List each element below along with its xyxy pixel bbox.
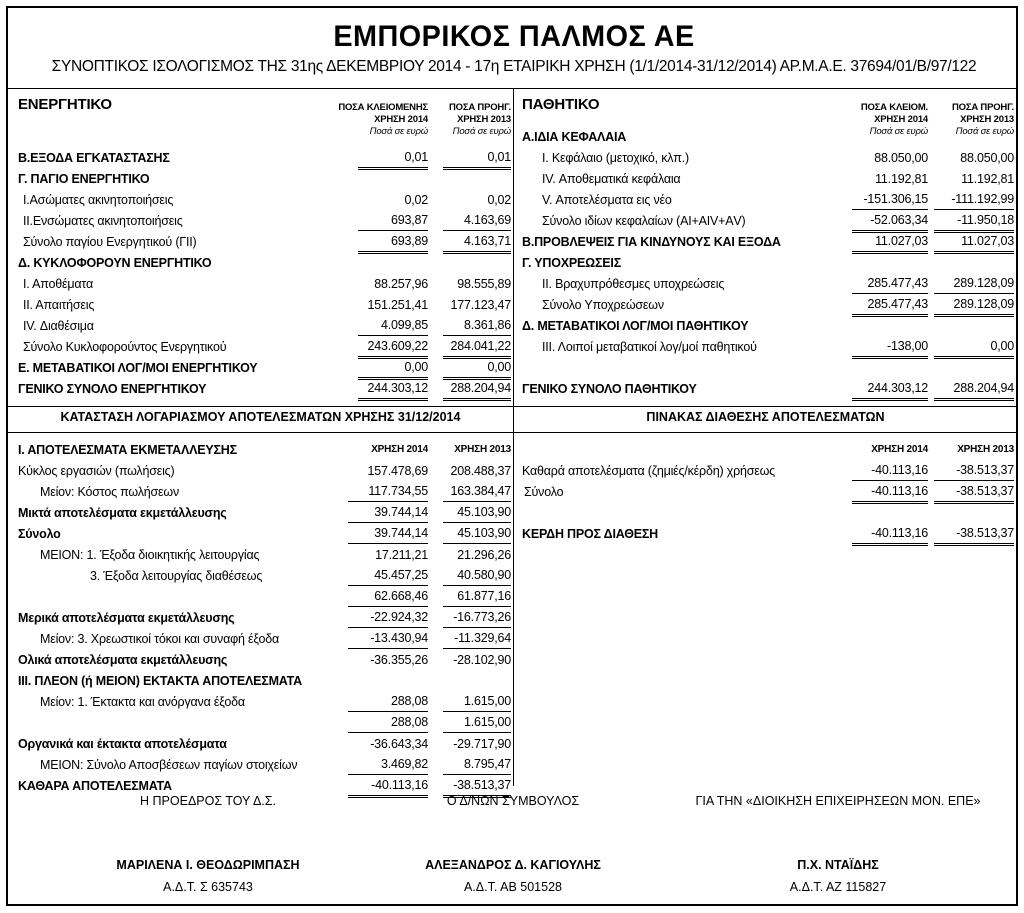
income-section: [18, 436, 511, 796]
income-row: [18, 566, 511, 587]
liabilities-heading: ΠΑΘΗΤΙΚΟ: [522, 96, 600, 113]
income-row-value-2014: -36.355,26: [370, 653, 428, 667]
liabilities-row-label: Ι. Κεφάλαιο (μετοχικό, κλπ.): [542, 151, 689, 165]
distribution-row-label: Σύνολο: [524, 485, 564, 499]
income-row: [18, 524, 511, 545]
liabilities-row-label: Σύνολο ιδίων κεφαλαίων (ΑΙ+ΑΙV+ΑV): [542, 214, 746, 228]
liabilities-row: [522, 253, 1012, 274]
liabilities-row: [522, 337, 1012, 358]
assets-row: [18, 190, 511, 211]
distribution-row-value-2013: -38.513,37: [934, 524, 1014, 546]
income-row-label: Οργανικά και έκτακτα αποτελέσματα: [18, 737, 227, 751]
assets-row: [18, 148, 511, 169]
assets-row-value-2014: 243.609,22: [358, 337, 428, 359]
income-row-value-2014: 288,08: [348, 713, 428, 733]
liabilities-section: [522, 92, 1012, 404]
assets-row-value-2014: 693,89: [358, 232, 428, 254]
assets-row-value-2013: 0,02: [487, 193, 511, 207]
income-row-value-2014: 17.211,21: [375, 548, 428, 562]
income-row-value-2014: 3.469,82: [348, 755, 428, 775]
income-row-value-2014: 117.734,55: [348, 482, 428, 502]
company-title: ΕΜΠΟΡΙΚΟΣ ΠΑΛΜΟΣ ΑΕ: [333, 20, 695, 53]
income-row-value-2013: -29.717,90: [453, 737, 511, 751]
distribution-heading: ΠΙΝΑΚΑΣ ΔΙΑΘΕΣΗΣ ΑΠΟΤΕΛΕΣΜΑΤΩΝ: [646, 410, 885, 424]
distribution-row: [522, 461, 1012, 482]
income-row-value-2013: -16.773,26: [443, 608, 511, 628]
income-row-value-2013: 1.615,00: [443, 692, 511, 712]
signature-id-3: Α.Δ.Τ. ΑΖ 115827: [789, 880, 887, 894]
liabilities-row: [522, 295, 1012, 316]
income-row: [18, 671, 508, 692]
assets-row-value-2013: 284.041,22: [443, 337, 511, 359]
liabilities-row-label: Β.ΠΡΟΒΛΕΨΕΙΣ ΓΙΑ ΚΙΝΔΥΝΟΥΣ ΚΑΙ ΕΞΟΔΑ: [522, 235, 781, 249]
income-row: [18, 461, 511, 482]
liabilities-row-value-2013: -11.950,18: [934, 211, 1014, 233]
liabilities-row: [522, 169, 1012, 190]
liabilities-row-value-2014: 88.050,00: [874, 151, 928, 165]
assets-row: [18, 232, 511, 253]
income-row-label: Ολικά αποτελέσματα εκμετάλλευσης: [18, 653, 228, 667]
liabilities-row: [522, 127, 1012, 148]
distribution-col-2013-header: ΧΡΗΣΗ 2013: [957, 444, 1014, 455]
liabilities-row-value-2014: -151.306,15: [852, 190, 928, 210]
assets-col-2013-header: ΠΟΣΑ ΠΡΟΗΓ. ΧΡΗΣΗ 2013 Ποσά σε ευρώ: [448, 102, 511, 137]
liabilities-row-value-2013: 0,00: [934, 337, 1014, 359]
income-row: [18, 587, 511, 608]
income-row-label: Κύκλος εργασιών (πωλήσεις): [18, 464, 175, 478]
income-heading: ΚΑΤΑΣΤΑΣΗ ΛΟΓΑΡΙΑΣΜΟΥ ΑΠΟΤΕΛΕΣΜΑΤΩΝ ΧΡΗΣΗΣ 31/12/2014: [60, 410, 461, 424]
distribution-section: [522, 436, 1012, 556]
liabilities-row-label: ΙΙ. Βραχυπρόθεσμες υποχρεώσεις: [542, 277, 725, 291]
liabilities-row-value-2014: 244.303,12: [852, 379, 928, 401]
document-subtitle: ΣΥΝΟΠΤΙΚΟΣ ΙΣΟΛΟΓΙΣΜΟΣ ΤΗΣ 31ης ΔΕΚΕΜΒΡΙΟΥ 2014 - 17η ΕΤΑΙΡΙΚΗ ΧΡΗΣΗ (1/1/2014-31/12/2014) ΑΡ.Μ.Α.Ε. 37694/01/Β/97/122: [51, 58, 977, 75]
assets-row-value-2013: 4.163,71: [443, 232, 511, 254]
assets-row-value-2013: 0,00: [443, 358, 511, 380]
assets-row-value-2014: 151.251,41: [367, 298, 428, 312]
income-row-value-2014: -13.430,94: [348, 629, 428, 649]
income-row-value-2014: 45.457,25: [348, 566, 428, 586]
assets-row: [18, 316, 511, 337]
income-row-label: ΜΕΙΟΝ: 1. Έξοδα διοικητικής λειτουργίας: [40, 548, 260, 562]
income-row-label: Σύνολο: [18, 527, 61, 541]
distribution-row-value-2013: -38.513,37: [934, 461, 1014, 481]
signature-id-1: Α.Δ.Τ. Σ 635743: [163, 880, 253, 894]
liabilities-row-value-2013: 88.050,00: [960, 151, 1014, 165]
distribution-row-value-2014: -40.113,16: [852, 482, 928, 504]
distribution-row-value-2014: -40.113,16: [852, 461, 928, 481]
income-row: [18, 713, 511, 734]
liabilities-row: [522, 232, 1012, 253]
assets-row-value-2013: 177.123,47: [450, 298, 511, 312]
income-row-value-2013: 21.296,26: [457, 548, 511, 562]
income-row-value-2014: 62.668,46: [348, 587, 428, 607]
income-row-value-2014: 157.478,69: [367, 464, 428, 478]
income-row: [18, 608, 511, 629]
income-row-value-2013: 1.615,00: [443, 713, 511, 733]
assets-row-label: Σύνολο παγίου Ενεργητικού (ΓΙΙ): [23, 235, 197, 249]
assets-section: [18, 92, 511, 404]
assets-row-value-2014: 0,02: [404, 193, 428, 207]
liabilities-row-value-2014: -138,00: [852, 337, 928, 359]
liabilities-row-value-2013: 11.192,81: [961, 172, 1014, 186]
liabilities-row-label: ΓΕΝΙΚΟ ΣΥΝΟΛΟ ΠΑΘΗΤΙΚΟΥ: [522, 382, 697, 396]
income-row: [18, 650, 511, 671]
distribution-row-label: Καθαρά αποτελέσματα (ζημιές/κέρδη) χρήσεως: [522, 464, 776, 478]
assets-row: [18, 337, 511, 358]
income-row: [18, 482, 511, 503]
income-row-value-2013: 208.488,37: [450, 464, 511, 478]
distribution-row-value-2014: -40.113,16: [852, 524, 928, 546]
income-row-value-2014: -22.924,32: [348, 608, 428, 628]
liabilities-col-2014-header: ΠΟΣΑ ΚΛΕΙΟΜ. ΧΡΗΣΗ 2014 Ποσά σε ευρώ: [860, 102, 928, 137]
income-row: [18, 629, 511, 650]
liabilities-row: [522, 274, 1012, 295]
signature-name-1: ΜΑΡΙΛΕΝΑ Ι. ΘΕΟΔΩΡΙΜΠΑΣΗ: [116, 858, 300, 872]
document-frame: [6, 6, 1018, 906]
signature-id-2: Α.Δ.Τ. ΑΒ 501528: [463, 880, 562, 894]
income-row-value-2013: -28.102,90: [453, 653, 511, 667]
divider-middle: [8, 406, 1016, 407]
income-row: [18, 755, 511, 776]
signature-role-2: Ο Δ/ΝΩΝ ΣΥΜΒΟΥΛΟΣ: [446, 794, 580, 808]
assets-heading: ΕΝΕΡΓΗΤΙΚΟ: [18, 96, 112, 113]
assets-col-2014-header: ΠΟΣΑ ΚΛΕΙΟΜΕΝΗΣ ΧΡΗΣΗ 2014 Ποσά σε ευρώ: [338, 102, 428, 137]
assets-row: [18, 379, 511, 400]
liabilities-col-2013-header: ΠΟΣΑ ΠΡΟΗΓ. ΧΡΗΣΗ 2013 Ποσά σε ευρώ: [951, 102, 1014, 137]
signature-name-2: ΑΛΕΞΑΝΔΡΟΣ Δ. ΚΑΓΙΟΥΛΗΣ: [425, 858, 601, 872]
assets-row-label: IV. Διαθέσιμα: [23, 319, 94, 333]
assets-row: [18, 295, 511, 316]
assets-row-value-2014: 4.099,85: [358, 316, 428, 336]
income-row: [18, 545, 511, 566]
income-row-value-2013: 40.580,90: [443, 566, 511, 586]
income-row: [18, 734, 511, 755]
liabilities-row-label: Γ. ΥΠΟΧΡΕΩΣΕΙΣ: [522, 256, 621, 270]
assets-row-label: ΙΙ.Ενσώματες ακινητοποιήσεις: [23, 214, 183, 228]
liabilities-row: [522, 148, 1012, 169]
liabilities-row-value-2013: -111.192,99: [934, 190, 1014, 210]
liabilities-row-value-2014: 11.027,03: [852, 232, 928, 254]
liabilities-row: [522, 211, 1012, 232]
income-row-label: Μείον: 1. Έκτακτα και ανόργανα έξοδα: [40, 695, 245, 709]
distribution-row-label: ΚΕΡΔΗ ΠΡΟΣ ΔΙΑΘΕΣΗ: [522, 527, 658, 541]
divider-top: [8, 88, 1016, 89]
signature-role-3: ΓΙΑ ΤΗΝ «ΔΙΟΙΚΗΣΗ ΕΠΙΧΕΙΡΗΣΕΩΝ ΜΟΝ. ΕΠΕ»: [695, 794, 981, 808]
income-row-value-2013: 163.384,47: [443, 482, 511, 502]
assets-row-label: Γ. ΠΑΓΙΟ ΕΝΕΡΓΗΤΙΚΟ: [18, 172, 150, 186]
assets-row-value-2014: 0,00: [358, 358, 428, 380]
divider-subhead: [8, 432, 1016, 433]
distribution-col-2014-header: ΧΡΗΣΗ 2014: [871, 444, 928, 455]
income-row-label: ΙΙΙ. ΠΛΕΟΝ (ή ΜΕΙΟΝ) ΕΚΤΑΚΤΑ ΑΠΟΤΕΛΕΣΜΑΤΑ: [18, 674, 302, 688]
income-row: [18, 440, 508, 461]
assets-row-value-2013: 0,01: [443, 148, 511, 170]
assets-row: [18, 253, 508, 274]
liabilities-row-value-2013: 289.128,09: [934, 295, 1014, 317]
liabilities-row-label: IV. Αποθεματικά κεφάλαια: [542, 172, 681, 186]
income-row-value-2013: -38.513,37: [443, 776, 511, 798]
income-row-value-2014: 288,08: [348, 692, 428, 712]
assets-row-label: Δ. ΚΥΚΛΟΦΟΡΟΥΝ ΕΝΕΡΓΗΤΙΚΟ: [18, 256, 212, 270]
income-col-2014-header: ΧΡΗΣΗ 2014: [371, 444, 428, 455]
assets-row-value-2014: 693,87: [358, 211, 428, 231]
income-row: [18, 503, 511, 524]
income-row-value-2014: -40.113,16: [348, 776, 428, 798]
assets-row-label: Ι.Ασώματες ακινητοποιήσεις: [23, 193, 174, 207]
income-row-label: ΚΑΘΑΡΑ ΑΠΟΤΕΛΕΣΜΑΤΑ: [18, 779, 172, 793]
assets-row: [18, 211, 511, 232]
liabilities-row-label: Α.ΙΔΙΑ ΚΕΦΑΛΑΙΑ: [522, 130, 627, 144]
income-col-2013-header: ΧΡΗΣΗ 2013: [454, 444, 511, 455]
distribution-row: [522, 482, 1012, 503]
liabilities-row-value-2013: 11.027,03: [934, 232, 1014, 254]
liabilities-row: [522, 316, 1012, 337]
income-row-value-2013: 45.103,90: [443, 503, 511, 523]
liabilities-row-value-2013: 288.204,94: [934, 379, 1014, 401]
assets-row-value-2014: 88.257,96: [374, 277, 428, 291]
income-row-value-2013: 61.877,16: [443, 587, 511, 607]
liabilities-row-value-2014: 11.192,81: [875, 172, 928, 186]
column-divider: [513, 88, 514, 786]
distribution-row-value-2013: -38.513,37: [934, 482, 1014, 504]
assets-row: [18, 169, 508, 190]
assets-row: [18, 358, 511, 379]
assets-row-label: Σύνολο Κυκλοφορούντος Ενεργητικού: [23, 340, 227, 354]
assets-row-label: Ι. Αποθέματα: [23, 277, 94, 291]
income-row-label: Μικτά αποτελέσματα εκμετάλλευσης: [18, 506, 227, 520]
liabilities-row-value-2014: -52.063,34: [852, 211, 928, 233]
income-row-label: ΜΕΙΟΝ: Σύνολο Αποσβέσεων παγίων στοιχείων: [40, 758, 298, 772]
liabilities-row: [522, 379, 1012, 400]
income-row-value-2013: 45.103,90: [443, 524, 511, 544]
assets-row-label: ΓΕΝΙΚΟ ΣΥΝΟΛΟ ΕΝΕΡΓΗΤΙΚΟΥ: [18, 382, 207, 396]
signature-role-1: Η ΠΡΟΕΔΡΟΣ ΤΟΥ Δ.Σ.: [140, 794, 276, 808]
income-row-label: Μείον: 3. Χρεωστικοί τόκοι και συναφή έξοδα: [40, 632, 280, 646]
assets-row-label: Β.ΕΞΟΔΑ ΕΓΚΑΤΑΣΤΑΣΗΣ: [18, 151, 170, 165]
income-row: [18, 692, 511, 713]
liabilities-row-label: Σύνολο Υποχρεώσεων: [542, 298, 664, 312]
assets-row-label: ΙΙ. Απαιτήσεις: [23, 298, 95, 312]
income-row-value-2013: 8.795,47: [443, 755, 511, 775]
income-row-value-2014: -36.643,34: [370, 737, 428, 751]
liabilities-row-label: Δ. ΜΕΤΑΒΑΤΙΚΟΙ ΛΟΓ/ΜΟΙ ΠΑΘΗΤΙΚΟΥ: [522, 319, 749, 333]
distribution-row: [522, 524, 1012, 545]
income-row-label: Μερικά αποτελέσματα εκμετάλλευσης: [18, 611, 235, 625]
liabilities-row-value-2014: 285.477,43: [852, 295, 928, 317]
liabilities-row-label: V. Αποτελέσματα εις νέο: [542, 193, 672, 207]
income-row-value-2014: 39.744,14: [348, 524, 428, 544]
signature-name-3: Π.Χ. ΝΤΑΪΔΗΣ: [797, 858, 879, 872]
assets-row: [18, 274, 511, 295]
income-row-value-2013: -11.329,64: [443, 629, 511, 649]
assets-row-value-2013: 8.361,86: [443, 316, 511, 336]
income-row-label: 3. Έξοδα λειτουργίας διαθέσεως: [90, 569, 263, 583]
income-row-label: Μείον: Κόστος πωλήσεων: [40, 485, 180, 499]
liabilities-row-value-2014: 285.477,43: [852, 274, 928, 294]
assets-row-value-2013: 98.555,89: [457, 277, 511, 291]
liabilities-row-label: ΙΙΙ. Λοιποί μεταβατικοί λογ/μοί παθητικού: [542, 340, 757, 354]
assets-row-value-2014: 0,01: [358, 148, 428, 170]
assets-row-value-2013: 4.163,69: [443, 211, 511, 231]
assets-row-value-2013: 288.204,94: [443, 379, 511, 401]
income-row-value-2014: 39.744,14: [348, 503, 428, 523]
assets-row-value-2014: 244.303,12: [358, 379, 428, 401]
income-row-label: Ι. ΑΠΟΤΕΛΕΣΜΑΤΑ ΕΚΜΕΤΑΛΛΕΥΣΗΣ: [18, 443, 237, 457]
liabilities-row: [522, 190, 1012, 211]
assets-row-label: Ε. ΜΕΤΑΒΑΤΙΚΟΙ ΛΟΓ/ΜΟΙ ΕΝΕΡΓΗΤΙΚΟΥ: [18, 361, 258, 375]
liabilities-row-value-2013: 289.128,09: [934, 274, 1014, 294]
